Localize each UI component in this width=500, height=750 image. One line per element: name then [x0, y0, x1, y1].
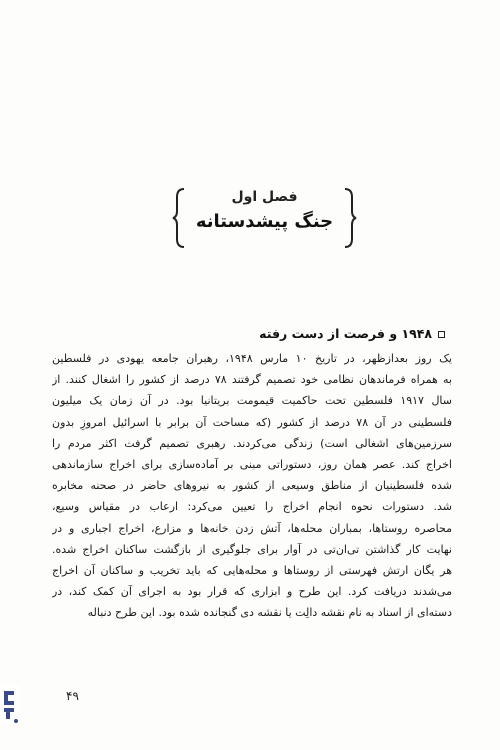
text-line: هر یگان ارتش فهرستی از روستاها و محله‌هایی که باید تخریب و ساکنان آن اخراج [52, 563, 452, 577]
body-paragraph [52, 348, 452, 623]
page-number: ۴۹ [66, 689, 79, 703]
square-bullet-icon [438, 331, 445, 338]
text-line: به همراه فرماندهان نظامی خود تصمیم گرفتند ۷۸ درصد از کشور را اشغال کنند. از [52, 373, 452, 387]
chapter-label: فصل اول [231, 189, 298, 205]
text-line: یک روز بعدازظهر، در تاریخ ۱۰ مارس ۱۹۴۸، رهبران جامعه یهودی در فلسطین [52, 352, 452, 365]
text-line: اخراج کند. عصر همان روز، دستوراتی مبنی بر آماده‌سازی برای اخراج سازماندهی [52, 457, 452, 471]
text-line: شده فلسطینیان از مناطق وسیعی از کشور به نیروهای حاضر در صحنه مخابره [52, 479, 452, 493]
section-heading [45, 326, 445, 341]
text-line: دسته‌ای از اسناد به نام نقشه دالِت یا نقشه دی گنجانده شده بود. این طرح دنباله [87, 606, 452, 620]
text-line: سال ۱۹۱۷ فلسطین تحت حاکمیت قیمومت بریتانیا بود. در آن زمان یک میلیون [52, 394, 452, 408]
publisher-logo-icon [0, 685, 26, 725]
section-heading-text: ۱۹۴۸ و فرصت از دست رفته [259, 326, 432, 341]
text-line: شد. دستورات نحوه انجام اخراج را تعیین می‌کرد: ارعاب در مقیاس وسیع، [52, 500, 452, 514]
text-line: محاصره روستاها، بمباران محله‌ها، آتش زدن خانه‌ها و مزارع، اخراج اجباری و در [52, 521, 452, 535]
text-line: سرزمین‌های اشغالی است) زندگی می‌کردند. رهبری تصمیم گرفت اکثر مردم را [52, 436, 452, 450]
text-line: می‌شدند دریافت کرد. این طرح و ابزاری که قرار بود به اجرای آن کمک کند، در [52, 585, 452, 599]
chapter-title: جنگ پیشدستانه [195, 211, 334, 232]
text-line: فلسطینی در آن ۷۸ درصد از کشور (که مساحت آن برابر با اسرائیل امروزِ بدون [52, 415, 452, 429]
chapter-heading-box [172, 183, 357, 253]
text-line: نهایت کار گذاشتن تی‌ان‌تی در آوار برای جلوگیری از بازگشت ساکنان اخراج شده. [52, 542, 452, 556]
